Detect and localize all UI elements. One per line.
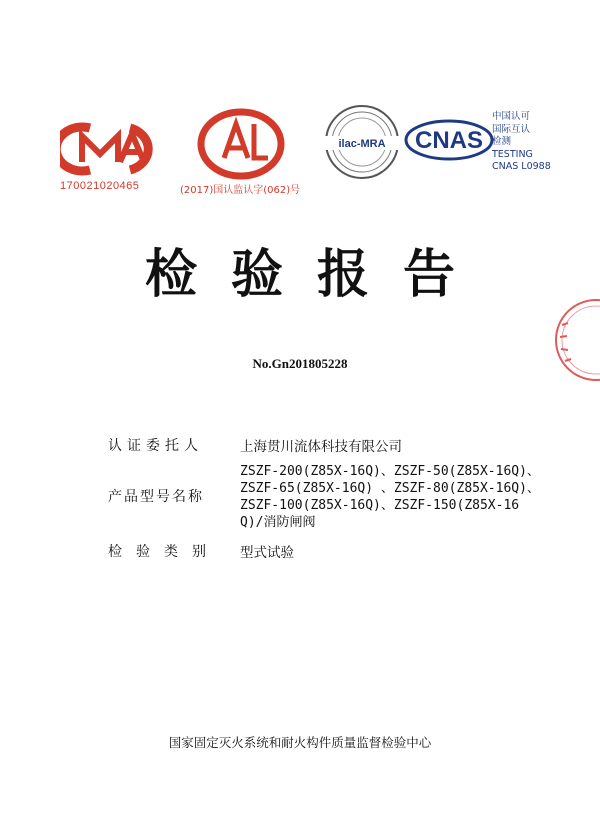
type-value: 型式试验 bbox=[240, 545, 294, 561]
cnas-line: 国际互认 bbox=[492, 123, 531, 135]
type-label: 检验类别 bbox=[108, 544, 220, 560]
model-label: 产品型号名称 bbox=[108, 489, 204, 505]
cnas-line: TESTING bbox=[492, 148, 533, 160]
cnas-logo bbox=[404, 118, 494, 162]
cnas-text-block bbox=[492, 111, 551, 174]
cnas-line: 检测 bbox=[492, 136, 512, 147]
svg-text:CNAS: CNAS bbox=[414, 127, 484, 154]
client-value: 上海贯川流体科技有限公司 bbox=[240, 439, 402, 455]
ilac-mra-logo bbox=[322, 102, 402, 182]
cma-number: 170021020465 bbox=[60, 180, 140, 192]
cnas-line: CNAS L0988 bbox=[492, 161, 551, 172]
model-value: ZSZF-200(Z85X-16Q)、ZSZF-50(Z85X-16Q)、ZSZF-65(Z85X-16Q) 、ZSZF-80(Z85X-16Q)、 ZSZF-100(Z85X-16Q)、ZSZF-150(Z85X-16Q)/消防闸阀 bbox=[240, 464, 540, 530]
partial-seal-stamp bbox=[548, 295, 600, 385]
cal-number: (2017)国认监认字(062)号 bbox=[180, 185, 301, 196]
issuer-footer: 国家固定灭火系统和耐火构件质量监督检验中心 bbox=[168, 735, 432, 750]
report-number: No.Gn201805228 bbox=[252, 356, 348, 371]
svg-text:ilac-MRA: ilac-MRA bbox=[338, 138, 386, 150]
cal-logo bbox=[196, 108, 286, 180]
cnas-line: 中国认可 bbox=[492, 111, 531, 122]
page-title: 检验报告 bbox=[144, 245, 489, 305]
client-label: 认证委托人 bbox=[108, 438, 203, 454]
